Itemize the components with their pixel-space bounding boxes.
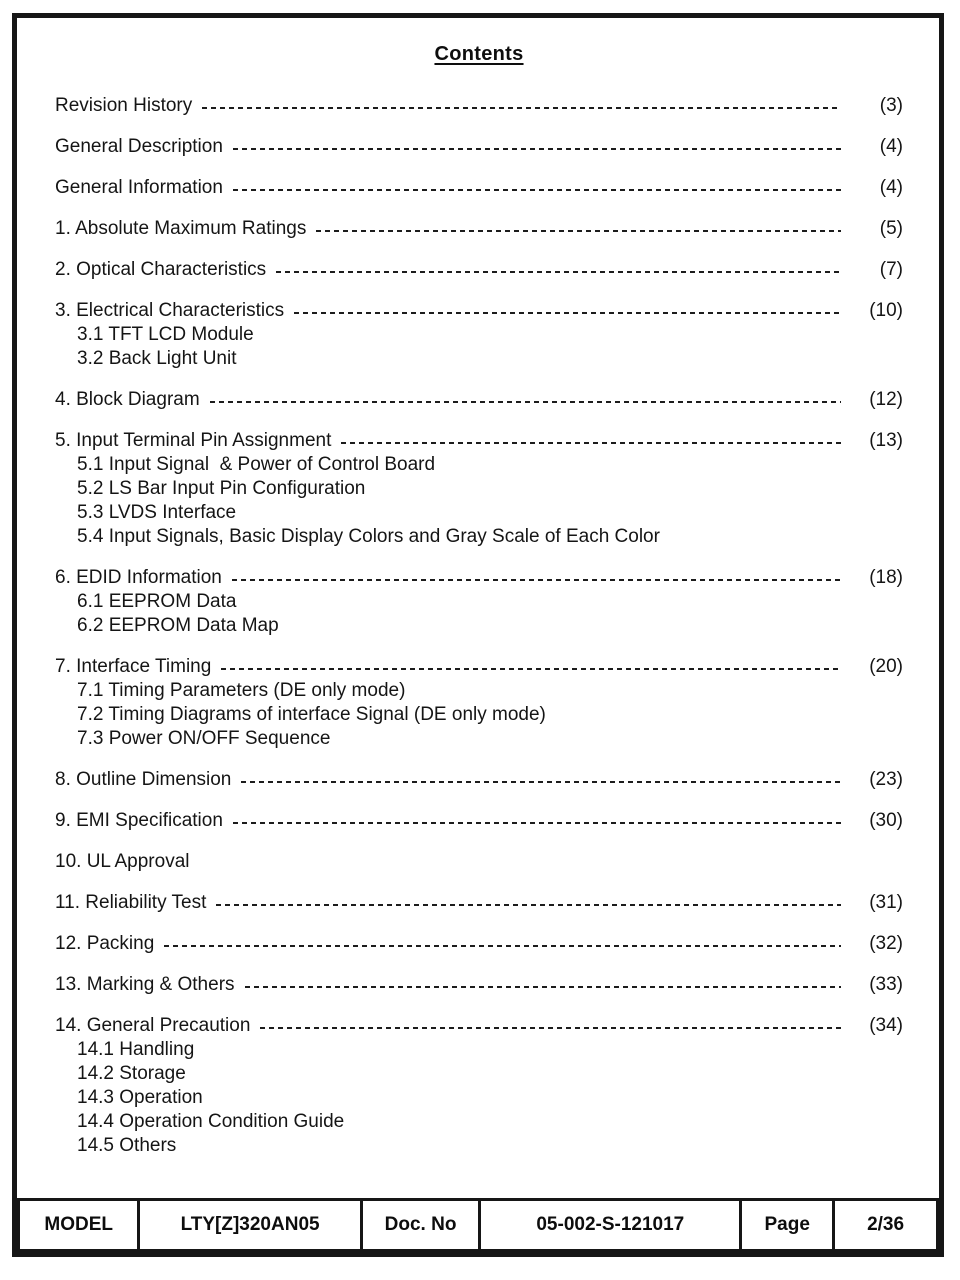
toc-entry [55, 388, 903, 412]
page-border-frame [12, 13, 944, 1257]
toc-subentry-label: 5.4 Input Signals, Basic Display Colors and Gray Scale of Each Color [77, 526, 660, 547]
toc-entry-label: 6. EDID Information [55, 567, 222, 588]
toc-subentry [55, 525, 903, 549]
toc-subentry [55, 453, 903, 477]
toc-page-number: (4) [879, 177, 903, 198]
toc-leader-line [260, 1027, 841, 1029]
toc-leader-line [233, 822, 841, 824]
toc-leader-line [202, 107, 841, 109]
toc-entry [55, 850, 903, 874]
toc-entry-label: General Description [55, 136, 223, 157]
toc-entry [55, 135, 903, 159]
toc-entry-label: 9. EMI Specification [55, 810, 223, 831]
toc-entry [55, 973, 903, 997]
toc-entry [55, 1014, 903, 1038]
toc-entry-label: 11. Reliability Test [55, 892, 207, 913]
toc-subentry-label: 14.1 Handling [77, 1039, 195, 1060]
toc-subentry [55, 1038, 903, 1062]
toc-subentry [55, 347, 903, 371]
toc-page-number: (18) [869, 567, 903, 588]
toc-subentry [55, 501, 903, 525]
toc-entry-label: 13. Marking & Others [55, 974, 235, 995]
footer-model-value: LTY[Z]320AN05 [139, 1200, 361, 1251]
toc-page-number: (23) [869, 769, 903, 790]
toc-entry [55, 655, 903, 679]
toc-subentry [55, 703, 903, 727]
toc-leader-line [316, 230, 841, 232]
toc-entry-label: 5. Input Terminal Pin Assignment [55, 430, 332, 451]
toc-entry-label: 4. Block Diagram [55, 389, 200, 410]
toc-entry-label: 8. Outline Dimension [55, 769, 232, 790]
toc-entry-label: Revision History [55, 95, 193, 116]
toc-entry [55, 809, 903, 833]
toc-entry-label: 7. Interface Timing [55, 656, 212, 677]
toc-subentry [55, 614, 903, 638]
toc-subentry-label: 7.2 Timing Diagrams of interface Signal (DE only mode) [77, 704, 546, 725]
toc-subentry-label: 3.2 Back Light Unit [77, 348, 237, 369]
toc-subentry-label: 14.3 Operation [77, 1087, 203, 1108]
toc-leader-line [245, 986, 841, 988]
toc-page-number: (13) [869, 430, 903, 451]
toc-page-number: (34) [869, 1015, 903, 1036]
footer-docno-label: Doc. No [361, 1200, 480, 1251]
page-title: Contents [434, 43, 524, 65]
toc-subentry [55, 1110, 903, 1134]
toc-entry [55, 217, 903, 241]
toc-subentry [55, 679, 903, 703]
toc-entry [55, 258, 903, 282]
toc-subentry [55, 1062, 903, 1086]
toc-subentry-label: 14.2 Storage [77, 1063, 186, 1084]
toc-subentry [55, 323, 903, 347]
footer-model-label: MODEL [19, 1200, 139, 1251]
page-content [17, 18, 939, 1158]
footer-page-value: 2/36 [834, 1200, 938, 1251]
toc-page-number: (32) [869, 933, 903, 954]
toc-page-number: (20) [869, 656, 903, 677]
toc-subentry-label: 5.2 LS Bar Input Pin Configuration [77, 478, 366, 499]
toc-leader-line [164, 945, 841, 947]
toc-entry [55, 768, 903, 792]
toc-page-number: (3) [879, 95, 903, 116]
toc-subentry-label: 3.1 TFT LCD Module [77, 324, 254, 345]
toc-leader-line [241, 781, 841, 783]
toc-entry [55, 891, 903, 915]
toc-entry [55, 932, 903, 956]
toc-entry [55, 429, 903, 453]
footer-info-table [17, 1198, 939, 1252]
table-of-contents [55, 94, 903, 1158]
toc-subentry-label: 6.2 EEPROM Data Map [77, 615, 279, 636]
toc-leader-line [294, 312, 841, 314]
toc-subentry-label: 7.3 Power ON/OFF Sequence [77, 728, 331, 749]
toc-page-number: (33) [869, 974, 903, 995]
toc-page-number: (31) [869, 892, 903, 913]
toc-entry-label: 1. Absolute Maximum Ratings [55, 218, 307, 239]
toc-subentry-label: 14.4 Operation Condition Guide [77, 1111, 345, 1132]
toc-entry-label: 3. Electrical Characteristics [55, 300, 285, 321]
toc-subentry-label: 14.5 Others [77, 1135, 177, 1156]
toc-entry [55, 176, 903, 200]
toc-entry [55, 299, 903, 323]
toc-entry-label: 2. Optical Characteristics [55, 259, 267, 280]
toc-leader-line [233, 148, 841, 150]
toc-leader-line [221, 668, 841, 670]
toc-subentry [55, 477, 903, 501]
toc-subentry-label: 5.1 Input Signal & Power of Control Board [77, 454, 436, 475]
toc-page-number: (7) [879, 259, 903, 280]
toc-leader-line [216, 904, 841, 906]
footer-docno-value: 05-002-S-121017 [480, 1200, 741, 1251]
toc-subentry-label: 7.1 Timing Parameters (DE only mode) [77, 680, 406, 701]
toc-page-number: (5) [879, 218, 903, 239]
toc-entry-label: 10. UL Approval [55, 851, 190, 872]
toc-page-number: (12) [869, 389, 903, 410]
toc-leader-line [232, 579, 841, 581]
toc-page-number: (30) [869, 810, 903, 831]
toc-subentry [55, 590, 903, 614]
toc-leader-line [276, 271, 841, 273]
toc-entry [55, 94, 903, 118]
toc-entry [55, 566, 903, 590]
toc-leader-line [233, 189, 841, 191]
toc-subentry-label: 5.3 LVDS Interface [77, 502, 237, 523]
toc-page-number: (4) [879, 136, 903, 157]
toc-subentry-label: 6.1 EEPROM Data [77, 591, 237, 612]
toc-subentry [55, 727, 903, 751]
toc-leader-line [341, 442, 841, 444]
toc-subentry [55, 1086, 903, 1110]
toc-entry-label: 14. General Precaution [55, 1015, 251, 1036]
toc-subentry [55, 1134, 903, 1158]
footer-page-label: Page [741, 1200, 834, 1251]
toc-entry-label: General Information [55, 177, 223, 198]
toc-entry-label: 12. Packing [55, 933, 155, 954]
toc-page-number: (10) [869, 300, 903, 321]
toc-leader-line [210, 401, 841, 403]
